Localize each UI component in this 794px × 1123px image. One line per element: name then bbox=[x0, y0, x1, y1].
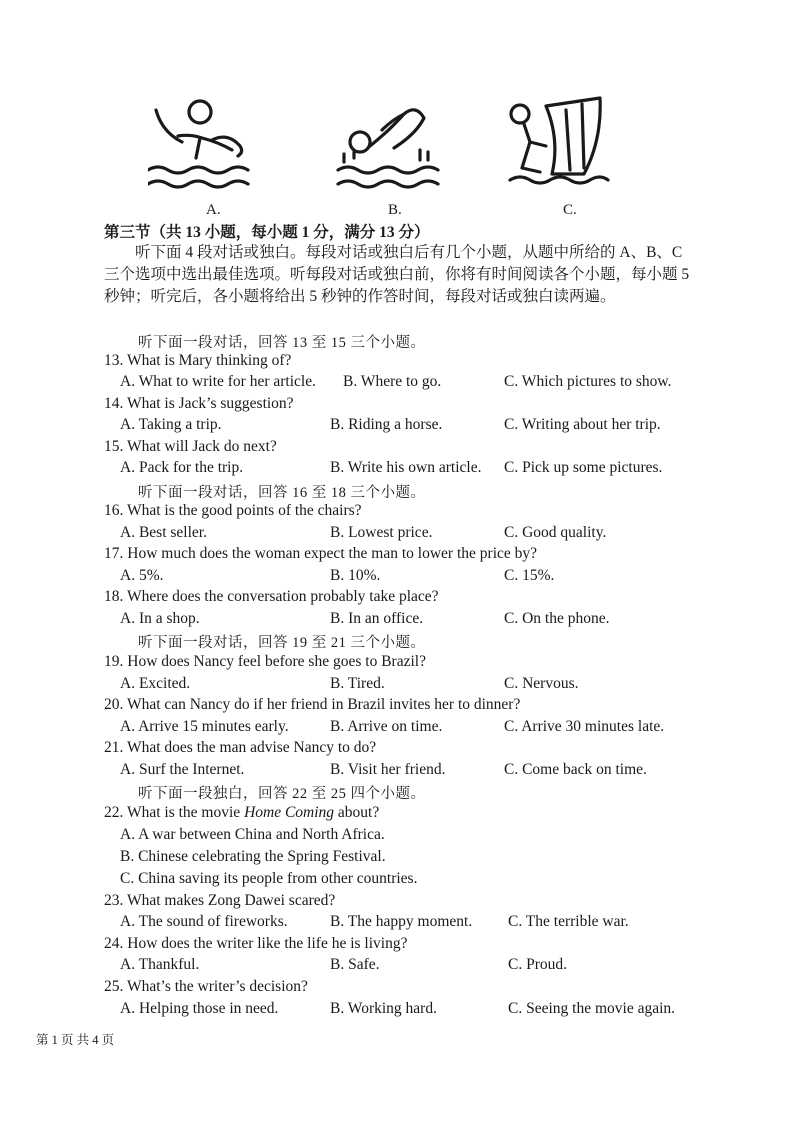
swimming-icon bbox=[334, 90, 464, 190]
option-a: A. What to write for her article. bbox=[120, 373, 316, 390]
question-stem: 18. Where does the conversation probably take place? bbox=[104, 588, 439, 605]
option-b: B. Working hard. bbox=[330, 1000, 437, 1017]
option-a: A. Surf the Internet. bbox=[120, 761, 245, 778]
option-c: C. Writing about her trip. bbox=[504, 416, 661, 433]
picture-c-label: C. bbox=[563, 202, 577, 218]
option-b: B. Tired. bbox=[330, 675, 385, 692]
option-b: B. Safe. bbox=[330, 956, 380, 973]
question-stem: 17. How much does the woman expect the man to lower the price by? bbox=[104, 545, 538, 562]
question-stem-suffix: about? bbox=[334, 804, 380, 821]
question-stem: 14. What is Jack’s suggestion? bbox=[104, 395, 294, 412]
option-c: C. Pick up some pictures. bbox=[504, 459, 663, 476]
question-stem: 20. What can Nancy do if her friend in Brazil invites her to dinner? bbox=[104, 696, 521, 713]
option-b: B. Visit her friend. bbox=[330, 761, 446, 778]
listen-instruction: 听下面一段对话，回答 16 至 18 三个小题。 bbox=[138, 485, 426, 501]
option-b: B. Chinese celebrating the Spring Festival. bbox=[120, 848, 386, 865]
option-a: A. Arrive 15 minutes early. bbox=[120, 718, 289, 735]
option-a: A. 5%. bbox=[120, 567, 164, 584]
question-stem: 24. How does the writer like the life he is living? bbox=[104, 935, 408, 952]
picture-b-label: B. bbox=[388, 202, 402, 218]
option-c: C. Seeing the movie again. bbox=[508, 1000, 676, 1017]
picture-b bbox=[334, 90, 464, 200]
sailing-icon bbox=[500, 90, 630, 190]
option-b: B. Riding a horse. bbox=[330, 416, 443, 433]
listen-instruction: 听下面一段独白，回答 22 至 25 四个小题。 bbox=[138, 786, 426, 802]
page-footer: 第 1 页 共 4 页 bbox=[36, 1033, 115, 1047]
option-c: C. China saving its people from other countries. bbox=[120, 870, 418, 887]
picture-c bbox=[500, 90, 630, 200]
movie-title: Home Coming bbox=[244, 804, 335, 821]
section-title: 第三节（共 13 小题，每小题 1 分，满分 13 分） bbox=[104, 224, 430, 241]
option-b: B. The happy moment. bbox=[330, 913, 473, 930]
option-a: A. Pack for the trip. bbox=[120, 459, 244, 476]
option-c: C. The terrible war. bbox=[508, 913, 629, 930]
listen-instruction: 听下面一段对话，回答 19 至 21 三个小题。 bbox=[138, 635, 426, 651]
option-a: A. A war between China and North Africa. bbox=[120, 826, 385, 843]
option-a: A. In a shop. bbox=[120, 610, 200, 627]
option-b: B. Lowest price. bbox=[330, 524, 433, 541]
option-a: A. Helping those in need. bbox=[120, 1000, 279, 1017]
question-stem: 19. How does Nancy feel before she goes to Brazil? bbox=[104, 653, 426, 670]
question-stem: 13. What is Mary thinking of? bbox=[104, 352, 292, 369]
picture-options bbox=[0, 90, 794, 220]
option-b: B. Where to go. bbox=[343, 373, 442, 390]
option-b: B. 10%. bbox=[330, 567, 381, 584]
option-c: C. Which pictures to show. bbox=[504, 373, 672, 390]
option-c: C. Arrive 30 minutes late. bbox=[504, 718, 665, 735]
listen-instruction: 听下面一段对话，回答 13 至 15 三个小题。 bbox=[138, 335, 426, 351]
option-a: A. The sound of fireworks. bbox=[120, 913, 288, 930]
option-a: A. Excited. bbox=[120, 675, 191, 692]
question-stem-prefix: 22. What is the movie bbox=[104, 804, 245, 821]
option-c: C. Come back on time. bbox=[504, 761, 647, 778]
question-stem: 15. What will Jack do next? bbox=[104, 438, 277, 455]
option-b: B. Write his own article. bbox=[330, 459, 482, 476]
option-b: B. Arrive on time. bbox=[330, 718, 443, 735]
section-intro: 听下面 4 段对话或独白。每段对话或独白后有几个小题，从题中所给的 A、B、C 三个选项中选出最佳选项。听每段对话或独白前，你将有时间阅读各个小题，每小题 5 秒钟；听完后，各小题将给出 5 秒钟的作答时间，每段对话或独白读两遍。 bbox=[104, 244, 690, 306]
option-a: A. Taking a trip. bbox=[120, 416, 222, 433]
water-polo-icon bbox=[148, 90, 278, 190]
picture-a bbox=[148, 90, 278, 200]
option-c: C. 15%. bbox=[504, 567, 555, 584]
option-c: C. Good quality. bbox=[504, 524, 607, 541]
question-stem bbox=[104, 804, 379, 822]
picture-a-label: A. bbox=[206, 202, 221, 218]
question-stem: 25. What’s the writer’s decision? bbox=[104, 978, 308, 995]
question-stem: 16. What is the good points of the chairs? bbox=[104, 502, 362, 519]
question-stem: 23. What makes Zong Dawei scared? bbox=[104, 892, 336, 909]
option-c: C. On the phone. bbox=[504, 610, 610, 627]
option-b: B. In an office. bbox=[330, 610, 424, 627]
option-c: C. Nervous. bbox=[504, 675, 579, 692]
option-a: A. Best seller. bbox=[120, 524, 207, 541]
option-a: A. Thankful. bbox=[120, 956, 200, 973]
question-stem: 21. What does the man advise Nancy to do? bbox=[104, 739, 377, 756]
option-c: C. Proud. bbox=[508, 956, 567, 973]
